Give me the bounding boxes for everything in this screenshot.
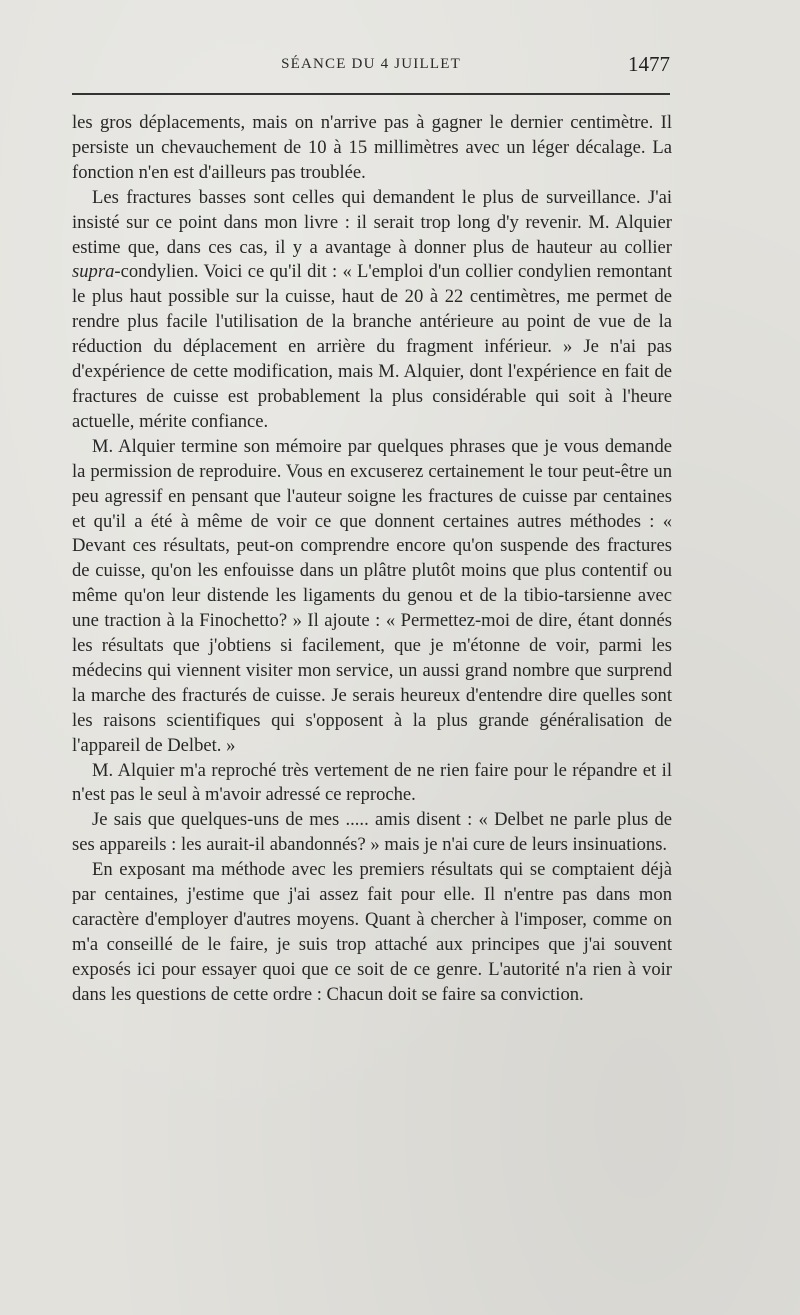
paragraph-text: -condylien. Voici ce qu'il dit : « L'emploi d'un collier condylien remontant le plus haut possible sur la cuisse, haut de 20 à 22 centimètres, me permet de rendre plus facile l'utilisation de la branche antérieure au point de vue de la réduction du déplacement en arrière du fragment inférieur. » Je n'ai pas d'expérience de cette modification, mais M. Alquier, dont l'expérience en fait de fractures de cuisse est probablement la plus considérable qui soit à l'heure actuelle, mérite confiance. (72, 261, 672, 432)
header-rule (72, 93, 670, 95)
paragraph-low-fractures (72, 186, 672, 435)
paragraph-insinuations: Je sais que quelques-uns de mes ..... amis disent : « Delbet ne parle plus de ses appareils : les aurait-il abandonnés? » mais je n'ai cure de leurs insinuations. (72, 809, 672, 856)
paragraph-reproach: M. Alquier m'a reproché très vertement de ne rien faire pour le répandre et il n'est pas le seul à m'avoir adressé ce reproche. (72, 759, 672, 806)
page-number: 1477 (628, 52, 670, 76)
paragraph-text: Les fractures basses sont celles qui demandent le plus de surveillance. J'ai insisté sur ce point dans mon livre : il serait trop long d'y revenir. M. Alquier estime que, dans ces cas, il y a avantage à donner plus de hauteur au collier (72, 186, 672, 258)
paragraph-conclusion: En exposant ma méthode avec les premiers résultats qui se comptaient déjà par centaines, j'estime que j'ai assez fait pour elle. Il n'entre pas dans mon caractère d'employer d'autres moyens. Quant à chercher à l'imposer, comme on m'a conseillé de le faire, je suis trop attaché aux principes que j'ai souvent exposés ici pour essayer quoi que ce soit de ce genre. L'autorité n'a rien à voir dans les questions de cette ordre : Chacun doit se faire sa conviction. (72, 859, 672, 1005)
italic-term: supra (72, 261, 115, 283)
body-text (72, 111, 672, 1008)
paragraph-alquier-memoir: M. Alquier termine son mémoire par quelques phrases que je vous demande la permission de reproduire. Vous en excuserez certainement le tour peut-être un peu agressif en pensant que l'auteur soigne les fractures de cuisse par centaines et qu'il a été à même de voir ce que donnent certaines autres méthodes : « Devant ces résultats, peut-on comprendre encore qu'on suspende des fractures de cuisse, qu'on les enfouisse dans un plâtre plutôt moins que plus contentif ou même qu'on leur distende les ligaments du genou et de la tibio-tarsienne avec une traction à la Finochetto? » Il ajoute : « Permettez-moi de dire, étant donnés les résultats que j'obtiens si facilement, que je m'étonne de voir, parmi les médecins qui viennent visiter mon service, un aussi grand nombre que surprend la marche des fracturés de cuisse. Je serais heureux d'entendre dire quelles sont les raisons scientifiques qui s'opposent à la plus grande généralisation de l'appareil de Delbet. » (72, 435, 672, 756)
running-head (72, 52, 670, 84)
paragraph-continuation: les gros déplacements, mais on n'arrive pas à gagner le dernier centimètre. Il persiste un chevauchement de 10 à 15 millimètres avec un léger décalage. La fonction n'en est d'ailleurs pas troublée. (72, 112, 672, 183)
running-title: SÉANCE DU 4 JUILLET (281, 56, 461, 72)
